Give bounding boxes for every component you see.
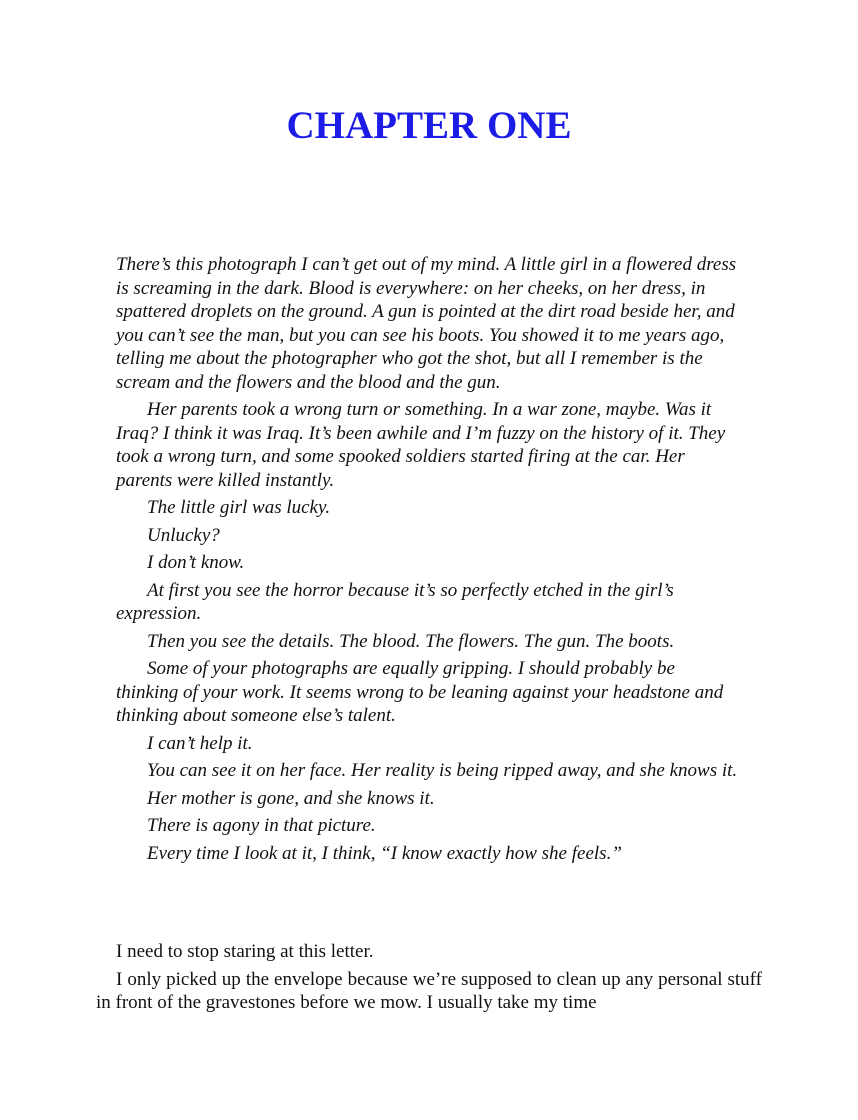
narrative-paragraph: I need to stop staring at this letter. [116, 941, 374, 962]
letter-paragraph: Then you see the details. The blood. The flowers. The gun. The boots. [147, 630, 675, 652]
letter-paragraph: The little girl was lucky. [147, 497, 331, 518]
letter-paragraph: At first you see the horror because it’s so perfectly etched in the girl’s expression. [116, 579, 674, 624]
letter-paragraph: There’s this photograph I can’t get out of my mind. A little girl in a flowered dress is screaming in the dark. Blood is everywhere: on her cheeks, on her dress, in spattered droplets on the ground. A gun is pointed at the dirt road beside her, and you can’t see the man, but you can see his boots. You showed it to me years ago, telling me about the photographer who got the shot, but all I remember is the scream and the flowers and the blood and the gun. [116, 254, 737, 393]
letter-paragraph: You can see it on her face. Her reality is being ripped away, and she knows it. [147, 760, 738, 781]
letter-paragraph: There is agony in that picture. [147, 815, 376, 836]
letter-paragraph: Every time I look at it, I think, “I know exactly how she feels.” [147, 842, 622, 864]
letter-paragraph: I can’t help it. [147, 732, 253, 754]
letter-paragraph: Unlucky? [147, 524, 220, 546]
letter-paragraph: Her parents took a wrong turn or something. In a war zone, maybe. Was it Iraq? I think it was Iraq. It’s been awhile and I’m fuzzy on the history of it. They took a wrong turn, and some spooked soldiers started firing at the car. Her parents were killed instantly. [116, 399, 726, 491]
narrative-text [96, 940, 762, 1019]
letter-paragraph: Some of your photographs are equally gripping. I should probably be thinking of your work. It seems wrong to be leaning against your headstone and thinking about someone else’s talent. [116, 658, 724, 726]
letter-paragraph: Her mother is gone, and she knows it. [147, 787, 435, 809]
letter-paragraph: I don’t know. [147, 552, 245, 573]
narrative-paragraph: I only picked up the envelope because we’re supposed to clean up any personal stuff in front of the gravestones before we mow. I usually take my time [96, 968, 762, 1013]
letter-excerpt [116, 253, 740, 869]
chapter-title: CHAPTER ONE [286, 104, 572, 147]
